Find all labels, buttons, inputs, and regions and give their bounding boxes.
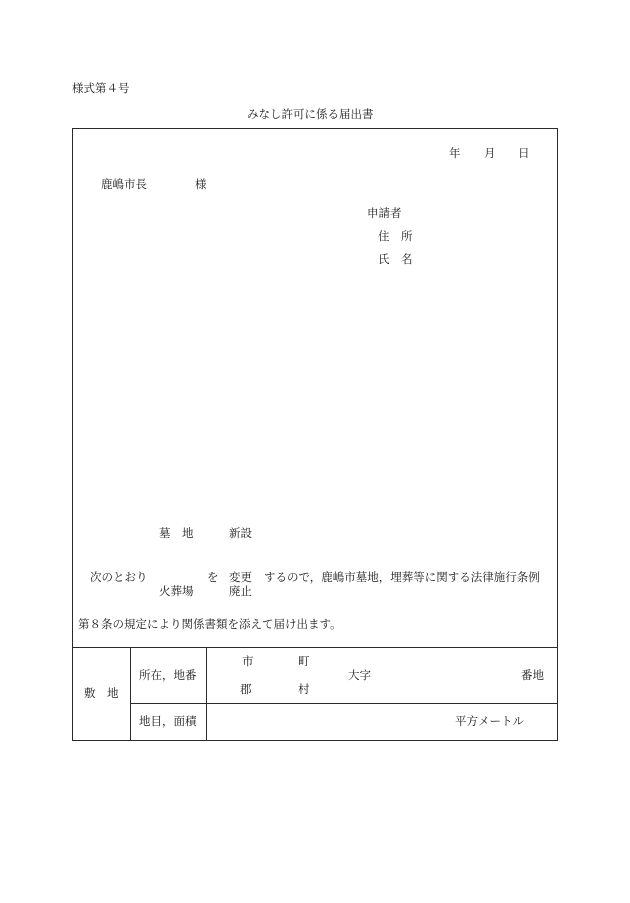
frame-left <box>72 128 73 741</box>
frame-right <box>557 128 558 741</box>
site-area-unit: 平方メートル <box>455 714 524 728</box>
site-table-col2 <box>206 647 207 741</box>
facility-option-crematorium: 火葬場 <box>159 584 194 598</box>
applicant-label: 申請者 <box>367 206 402 220</box>
statement-body-line1: するので，鹿嶋市墓地，埋葬等に関する法律施行条例 <box>264 570 540 584</box>
statement-particle: を <box>207 570 219 584</box>
site-table-top <box>72 647 558 648</box>
site-city: 市 <box>242 654 254 668</box>
form-number: 様式第４号 <box>72 81 130 95</box>
frame-top <box>72 128 558 129</box>
applicant-name-label: 氏 名 <box>378 252 413 266</box>
site-location-label: 所在，地番 <box>139 668 197 682</box>
site-banchi: 番地 <box>521 668 544 682</box>
site-county: 郡 <box>240 682 252 696</box>
date-year: 年 <box>449 146 461 160</box>
addressee-name: 鹿嶋市長 <box>101 177 147 191</box>
statement-prefix: 次のとおり <box>90 570 148 584</box>
site-group-label: 敷 地 <box>84 686 119 700</box>
site-oaza: 大字 <box>348 668 371 682</box>
action-option-new: 新設 <box>229 526 252 540</box>
statement-body-line2: 第８条の規定により関係書類を添えて届け出ます。 <box>78 617 342 631</box>
addressee-honorific: 様 <box>195 177 207 191</box>
site-table-col1 <box>130 647 131 741</box>
action-option-change: 変更 <box>229 570 252 584</box>
frame-bottom <box>72 740 558 741</box>
date-month: 月 <box>484 146 496 160</box>
site-town: 町 <box>298 654 310 668</box>
facility-option-cemetery: 墓 地 <box>159 526 194 540</box>
site-village: 村 <box>298 682 310 696</box>
site-land-label: 地目，面積 <box>139 714 197 728</box>
action-option-abolish: 廃止 <box>229 584 252 598</box>
form-title: みなし許可に係る届出書 <box>247 107 374 121</box>
applicant-address-label: 住 所 <box>378 229 413 243</box>
date-day: 日 <box>518 146 530 160</box>
site-table-row-divider <box>130 703 558 704</box>
